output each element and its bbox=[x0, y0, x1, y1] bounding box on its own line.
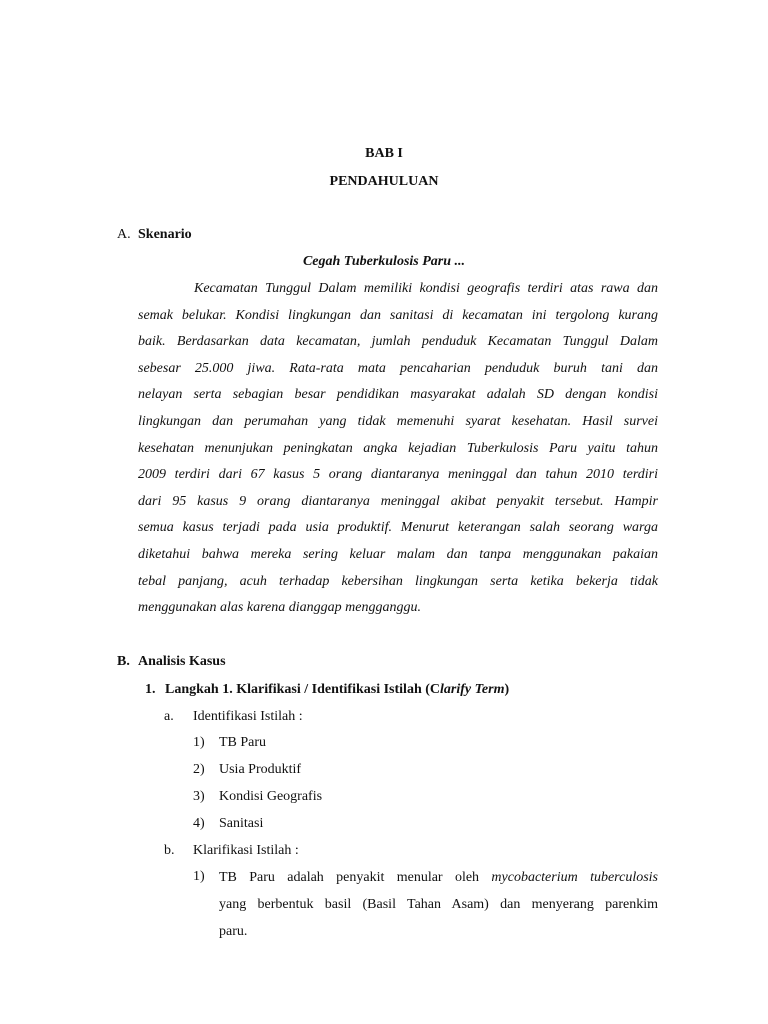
sub-b-label: Klarifikasi Istilah : bbox=[193, 843, 299, 858]
section-b-marker: B. bbox=[117, 654, 130, 669]
list-item-text: Kondisi Geografis bbox=[219, 789, 323, 804]
list-item-number: 3) bbox=[193, 789, 205, 804]
clarification-line bbox=[219, 864, 658, 891]
step1-heading-suffix: ) bbox=[504, 682, 510, 697]
paragraph-line: menggunakan alas karena dianggap mengganggu. bbox=[138, 600, 421, 616]
step1-heading-c: C bbox=[429, 682, 441, 697]
paragraph-line: Kecamatan Tunggul Dalam memiliki kondisi geografis terdiri atas rawa dan bbox=[194, 281, 658, 296]
paragraph-line: dari 95 kasus 9 orang diantaranya meninggal akibat penyakit tersebut. Hampir bbox=[138, 493, 658, 509]
list-item-number: 4) bbox=[193, 816, 205, 831]
section-a-marker: A. bbox=[117, 227, 131, 242]
sub-a-label: Identifikasi Istilah : bbox=[193, 709, 303, 724]
list-item-number: 1) bbox=[193, 869, 205, 884]
clarification-line1-prefix: TB Paru adalah penyakit menular oleh bbox=[219, 870, 492, 885]
paragraph-line: baik. Berdasarkan data kecamatan, jumlah penduduk Kecamatan Tunggul Dalam bbox=[138, 334, 658, 350]
clarification-line: paru. bbox=[219, 924, 248, 939]
list-item-text: TB Paru bbox=[219, 735, 267, 750]
step1-heading-italic: larify Term bbox=[440, 682, 505, 697]
clarification-line1-italic: mycobacterium tuberculosis bbox=[491, 870, 658, 885]
list-item-text: Usia Produktif bbox=[219, 762, 302, 777]
chapter-number: BAB I bbox=[365, 146, 403, 161]
step1-heading bbox=[165, 682, 509, 698]
clarification-item-text bbox=[219, 864, 658, 945]
paragraph-line: lingkungan dan perumahan yang tidak memenuhi syarat kesehatan. Hasil survei bbox=[138, 413, 658, 429]
section-a-heading: Skenario bbox=[138, 227, 192, 242]
paragraph-line: semua kasus terjadi pada usia produktif. Menurut keterangan salah seorang warga bbox=[138, 520, 658, 536]
section-b-heading: Analisis Kasus bbox=[138, 654, 226, 669]
scenario-paragraph bbox=[138, 276, 658, 622]
paragraph-line: semak belukar. Kondisi lingkungan dan sanitasi di kecamatan ini tergolong kurang bbox=[138, 307, 658, 323]
paragraph-line: tebal panjang, acuh terhadap kebersihan lingkungan serta ketika bekerja tidak bbox=[138, 573, 658, 589]
list-item-number: 2) bbox=[193, 762, 205, 777]
step1-heading-prefix: Langkah 1. Klarifikasi / Identifikasi Istilah ( bbox=[165, 682, 430, 697]
sub-b-marker: b. bbox=[164, 843, 175, 858]
chapter-title: PENDAHULUAN bbox=[329, 174, 439, 189]
paragraph-line: sebesar 25.000 jiwa. Rata-rata mata pencaharian penduduk buruh tani dan bbox=[138, 360, 658, 376]
list-item-number: 1) bbox=[193, 735, 205, 750]
paragraph-line: diketahui bahwa mereka sering keluar malam dan tanpa menggunakan pakaian bbox=[138, 546, 658, 562]
step1-number: 1. bbox=[145, 682, 156, 697]
paragraph-line: 2009 terdiri dari 67 kasus 5 orang diantaranya meninggal dan tahun 2010 terdiri bbox=[138, 467, 658, 483]
paragraph-line: kesehatan menunjukan peningkatan angka kejadian Tuberkulosis Paru yaitu tahun bbox=[138, 440, 658, 456]
clarification-line: yang berbentuk basil (Basil Tahan Asam) dan menyerang parenkim bbox=[219, 897, 658, 912]
list-item-text: Sanitasi bbox=[219, 816, 264, 831]
sub-a-marker: a. bbox=[164, 709, 174, 724]
paragraph-line: nelayan serta sebagian besar pendidikan masyarakat adalah SD dengan kondisi bbox=[138, 387, 658, 403]
scenario-title: Cegah Tuberkulosis Paru ... bbox=[302, 254, 466, 269]
